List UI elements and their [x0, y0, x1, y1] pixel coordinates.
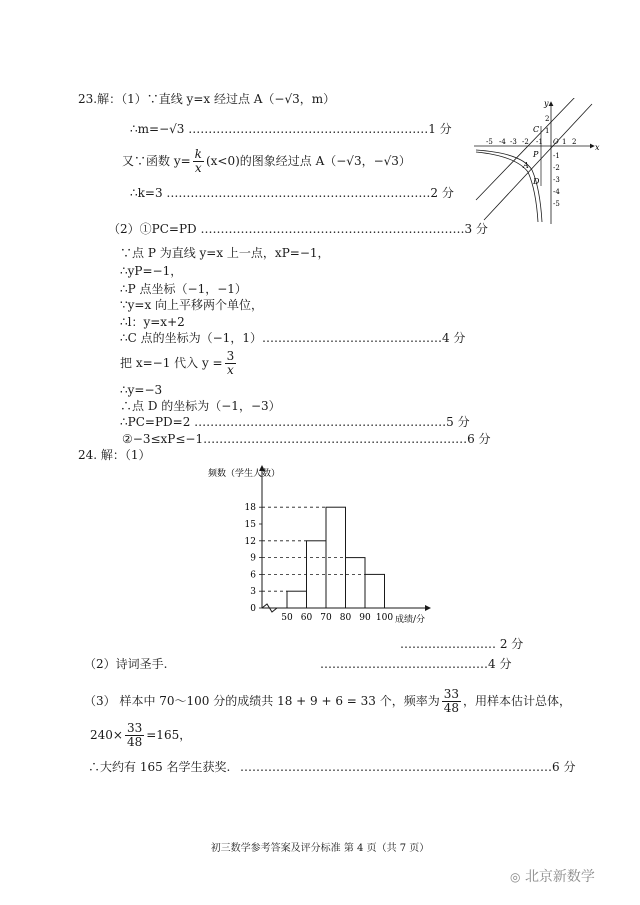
histogram-bar [287, 591, 307, 608]
x-tick-label: 90 [359, 613, 371, 623]
x-tick: -2 [522, 138, 529, 146]
q24-answer2: （2）诗词圣手. [84, 657, 168, 671]
q23-line2: 又∵函数 y= $\frac{k}{x}$ (x<0)的图象经过点 A（−√3，−√3） [122, 147, 411, 175]
x-tick: -1 [536, 138, 543, 146]
q24-calc: 240× $\frac{33}{48}$ =165， [90, 721, 192, 749]
q23-step8: ∴y=−3 [120, 383, 163, 397]
q23-step2: ∴yP=−1， [120, 264, 183, 278]
q24-score1: …………………… 2 分 [400, 637, 524, 651]
q24-conclusion: ∴大约有 165 名学生获奖. [88, 760, 231, 774]
y-tick-label: 12 [244, 536, 256, 547]
q23-step1: ∵点 P 为直线 y=x 上一点，xP=−1， [120, 246, 330, 260]
x-tick: 1 [562, 138, 567, 146]
point-d-label: D [533, 177, 540, 186]
q23-line3: ∴k=3 …………………………………………………………2 分 [130, 186, 454, 200]
q23-part2: （2）①PC=PD …………………………………………………………3 分 [108, 222, 488, 236]
x-tick: -5 [486, 138, 493, 146]
y-tick-label: 0 [250, 604, 256, 614]
y-tick: 1 [545, 127, 550, 135]
y-tick-label: 9 [250, 553, 256, 564]
q23-step6: ∴C 点的坐标为（−1，1）………………………………………4 分 [120, 331, 466, 345]
x-tick: -3 [510, 138, 517, 146]
x-tick: -4 [499, 138, 506, 146]
y-tick-label: 3 [250, 587, 256, 598]
q24-header: 24. 解：（1） [78, 448, 151, 462]
q23-header: 23.解：（1）∵直线 y=x 经过点 A（−√3，m） [78, 92, 336, 106]
watermark [510, 866, 595, 886]
y-tick: -3 [553, 176, 560, 184]
q23-step4: ∵y=x 向上平移两个单位， [120, 298, 264, 312]
q23-line1: ∴m=−√3 ……………………………………………………1 分 [130, 122, 452, 136]
page-footer: 初三数学参考答案及评分标准 第 4 页（共 7 页） [210, 843, 430, 854]
y-tick-label: 6 [250, 570, 256, 581]
y-tick: -2 [553, 164, 560, 172]
y-tick: -1 [553, 152, 560, 160]
y-tick: -4 [553, 188, 560, 196]
q23-step11: ②−3≤xP≤−1…………………………………………………………6 分 [122, 432, 491, 446]
hyperbola-curve [476, 150, 542, 222]
q24-score2: ……………………………………4 分 [320, 657, 512, 671]
point-p-label: P [533, 150, 539, 159]
wechat-icon: ◎ [510, 870, 521, 884]
y-axis-label: y [544, 99, 549, 108]
origin-label: O [553, 138, 559, 146]
q23-step5: ∴l：y=x+2 [120, 315, 185, 329]
q24-answer3: （3） 样本中 70～100 分的成绩共 18 + 9 + 6 = 33 个，频率为 $\frac{33}{48}$ ，用样本估计总体， [84, 687, 572, 715]
point-c-label: C [533, 125, 540, 134]
q23-step3: ∴P 点坐标（−1，−1） [120, 282, 247, 296]
histogram-bar [346, 558, 366, 608]
x-tick-label: 80 [339, 613, 352, 623]
x-axis-label: x [595, 143, 600, 152]
x-tick-label: 50 [281, 613, 293, 623]
x-tick: 2 [572, 138, 577, 146]
y-tick-label: 15 [244, 520, 256, 530]
q23-step9: ∴点 D 的坐标为（−1，−3） [120, 399, 281, 413]
coordinate-graph [472, 98, 602, 226]
q23-step7: 把 x=−1 代入 y = $\frac{3}{x}$ [120, 349, 235, 377]
histogram-bar [365, 574, 385, 608]
point-a-label: A [523, 161, 529, 170]
q23-step10: ∴PC=PD=2 ………………………………………………………5 分 [120, 415, 470, 429]
x-axis-title: 成绩/分 [395, 615, 426, 625]
y-tick: -5 [553, 200, 560, 208]
y-tick-label: 18 [244, 503, 256, 514]
q24-score3: ……………………………………………………………………6 分 [240, 760, 576, 774]
y-axis-title: 频数（学生人数） [208, 469, 281, 479]
line-l [476, 98, 578, 200]
line-y-equals-x [484, 104, 592, 220]
histogram-chart [190, 462, 440, 630]
x-tick-label: 70 [320, 613, 332, 623]
x-tick-label: 60 [300, 613, 313, 623]
y-tick: 2 [545, 115, 550, 123]
x-tick-label: 100 [375, 613, 394, 623]
watermark-text: 北京新数学 [524, 869, 595, 885]
